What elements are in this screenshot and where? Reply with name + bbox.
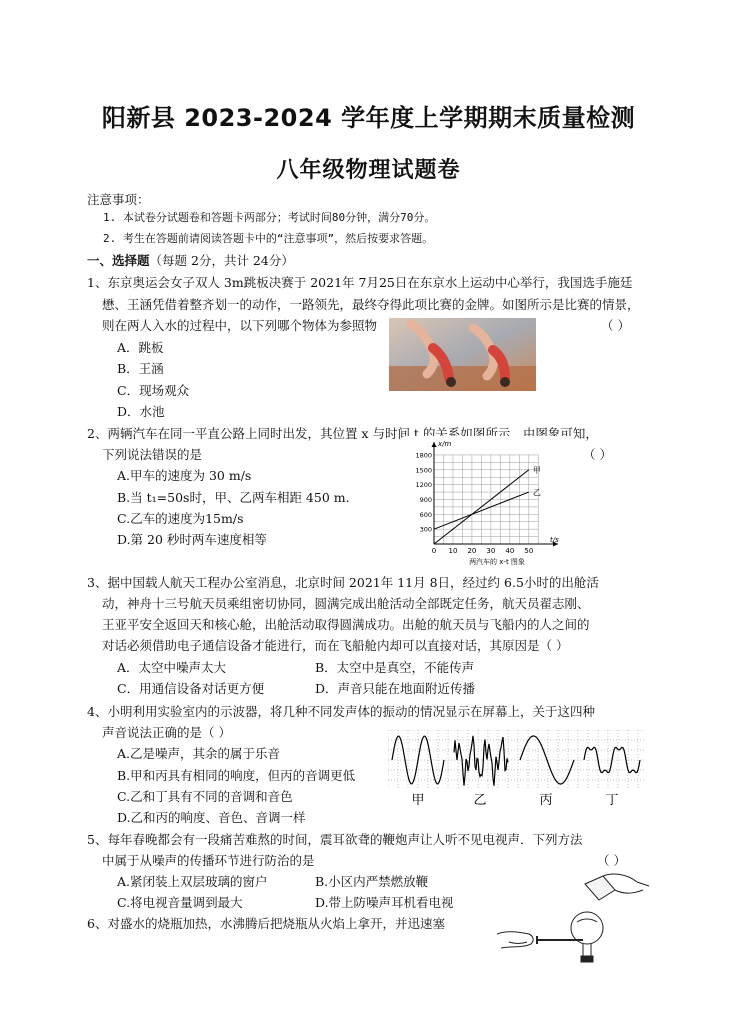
cup-shape	[585, 876, 615, 900]
section-note: （每题 2分，共计 24分）	[149, 253, 294, 268]
option: C．用通信设备对话更方便	[117, 681, 265, 696]
page-title: 阳新县 2023-2024 学年度上学期期末质量检测	[101, 104, 636, 132]
question-text: 王亚平安全返回天和核心舱，出舱活动取得圆满成功。出舱的航天员与飞船内的人之间的	[102, 617, 590, 632]
xt-chart	[404, 436, 574, 566]
question-text: 4、小明利用实验室内的示波器，将几种不同发声体的振动的情况显示在屏幕上，关于这四种	[87, 704, 595, 719]
answer-paren: （ ）	[601, 318, 630, 333]
option: D．声音只能在地面附近传播	[315, 681, 476, 696]
diving-photo	[389, 318, 536, 391]
chart-caption: 两汽车的 x-t 图象	[469, 558, 525, 566]
x-tick-label: 10	[448, 547, 458, 555]
y-tick-label: 300	[419, 525, 432, 534]
option: C.乙车的速度为15m/s	[117, 511, 244, 526]
answer-paren: （ ）	[583, 447, 612, 462]
waveform-label: 丙	[539, 793, 553, 808]
oscilloscope-waveforms	[388, 730, 644, 810]
x-tick-label: 30	[486, 547, 496, 555]
page-subtitle: 八年级物理试题卷	[276, 158, 461, 183]
y-axis-arrow	[432, 442, 437, 447]
section-label: 一、选择题	[87, 253, 150, 268]
option: B．太空中是真空，不能传声	[315, 660, 475, 675]
y-tick-label: 900	[419, 495, 432, 504]
question-text: 中属于从噪声的传播环节进行防治的是	[102, 853, 315, 868]
question-text: 1、东京奥运会女子双人 3m跳板决赛于 2021年 7月25日在东京水上运动中心举行，我国选手施廷	[87, 275, 633, 290]
option: C.乙和丁具有不同的音调和音色	[117, 789, 293, 804]
question-text: 对话必须借助电子通信设备才能进行，而在飞船舱内却可以直接对话，其原因是（ ）	[102, 638, 569, 653]
y-tick-label: 1800	[415, 451, 432, 460]
x-tick-label: 40	[505, 547, 515, 555]
question-text: 下列说法错误的是	[102, 447, 203, 462]
option: A.乙是噪声，其余的属于乐音	[117, 746, 281, 761]
question-text: 懋、王涵凭借着整齐划一的动作，一路领先，最终夺得此项比赛的金牌。如图所示是比赛的情景，	[102, 297, 640, 312]
section-heading	[87, 251, 294, 271]
option: C．现场观众	[117, 383, 190, 398]
waveform-label: 丁	[605, 793, 619, 808]
option: A．太空中噪声太大	[117, 660, 227, 675]
question-text: 动，神舟十三号航天员乘组密切协同，圆满完成出舱活动全部既定任务，航天员翟志刚、	[102, 596, 590, 611]
option: A．跳板	[117, 340, 164, 355]
option: D．水池	[117, 404, 165, 419]
series-label: 乙	[532, 488, 541, 498]
x-tick-label: 50	[524, 547, 534, 555]
series-label: 甲	[532, 465, 541, 475]
flask-illustration	[497, 872, 657, 972]
option: A.紧闭装上双层玻璃的窗户	[117, 874, 268, 889]
option: C.将电视音量调到最大	[117, 895, 243, 910]
waveform	[454, 736, 508, 786]
option: B．王涵	[117, 361, 164, 376]
waveform-label: 乙	[473, 793, 487, 808]
option: D.带上防噪声耳机看电视	[315, 895, 454, 910]
question-text: 则在两人入水的过程中，以下列哪个物体为参照物	[102, 318, 378, 333]
question-text: 声音说法正确的是（ ）	[102, 725, 231, 740]
option: B.甲和丙具有相同的响度，但丙的音调更低	[117, 768, 356, 783]
option: D.乙和丙的响度、音色、音调一样	[117, 810, 306, 825]
y-tick-label: 1200	[415, 481, 432, 490]
option: D.第 20 秒时两车速度相等	[117, 532, 267, 547]
waveform-label: 甲	[411, 793, 425, 808]
option: B.小区内严禁燃放鞭	[315, 874, 429, 889]
notice-item: 2. 考生在答题前请阅读答题卡中的“注意事项”，然后按要求答题。	[103, 232, 434, 245]
x-axis-label: t/s	[550, 536, 559, 544]
x-tick-label: 0	[431, 547, 437, 555]
notice-item: 1. 本试卷分试题卷和答题卡两部分；考试时间80分钟，满分70分。	[103, 211, 436, 224]
y-tick-label: 1500	[415, 466, 432, 475]
question-text: 3、据中国载人航天工程办公室消息，北京时间 2021年 11月 8日，经过约 6.5小时的出舱活	[87, 575, 599, 590]
question-text: 5、每年春晚都会有一段痛苦难熬的时间，震耳欲聋的鞭炮声让人听不见电视声．下列方法	[87, 832, 583, 847]
answer-paren: （ ）	[597, 853, 626, 868]
question-text: 2、两辆汽车在同一平直公路上同时出发，其位置 x 与时间 t 的关系如图所示，由图象可知，	[87, 426, 598, 441]
question-text: 6、对盛水的烧瓶加热，水沸腾后把烧瓶从火焰上拿开，并迅速塞	[87, 916, 445, 931]
notice-heading: 注意事项：	[87, 192, 150, 207]
y-axis-label: x/m	[438, 440, 452, 448]
option: B.当 t₁=50s时，甲、乙两车相距 450 m.	[117, 490, 350, 505]
option: A.甲车的速度为 30 m/s	[117, 468, 252, 483]
y-tick-label: 600	[419, 510, 432, 519]
x-tick-label: 20	[467, 547, 477, 555]
